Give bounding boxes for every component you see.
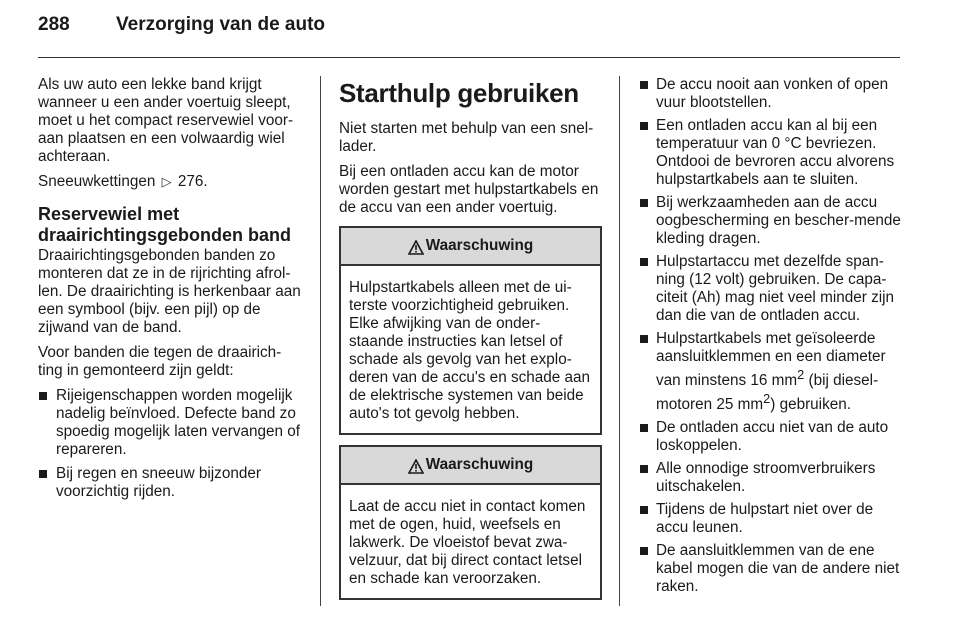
list-item-text: De aansluitklemmen van de ene kabel mogen die van de andere niet raken.	[656, 542, 900, 596]
snow-chains-text: Sneeuwkettingen	[38, 173, 156, 190]
list-item-text: Een ontladen accu kan al bij een temperatuur van 0 °C bevriezen. Ontdooi de bevroren accu alvorens hulpstartkabels aan te sluiten.	[656, 117, 895, 188]
square-bullet-icon	[640, 199, 648, 207]
column-1	[38, 76, 304, 507]
list-item	[639, 330, 902, 414]
column-divider-1	[320, 76, 321, 606]
warning-triangle-icon	[408, 459, 424, 474]
jump-start-heading: Starthulp gebruiken	[339, 78, 579, 108]
list-item-text: Rijeigenschappen worden mogelijk nadelig beïnvloed. Defecte band zo spoedig mogelijk laten vervangen of repareren.	[56, 387, 301, 458]
list-item	[639, 542, 902, 596]
list-item-text: Tijdens de hulpstart niet over de accu leunen.	[656, 501, 874, 537]
safety-bullet-list	[639, 76, 902, 596]
reverse-mounted-paragraph: Voor banden die tegen de draairich-ting in gemonteerd zijn geldt:	[38, 344, 282, 379]
intro-paragraph: Als uw auto een lekke band krijgt wanneer u een ander voertuig sleept, moet u het compact reservewiel voor-aan plaatsen en een volwaardig wiel achteraan.	[38, 76, 294, 165]
list-item	[639, 117, 902, 189]
square-bullet-icon	[640, 547, 648, 555]
list-item	[639, 501, 902, 537]
warning-body: Laat de accu niet in contact komen met de ogen, huid, weefsels en lakwerk. De vloeistof bevat zwa-velzuur, dat bij direct contact letsel en schade kan veroorzaken.	[349, 498, 586, 587]
square-bullet-icon	[640, 335, 648, 343]
warning-title: Waarschuwing	[425, 237, 534, 254]
warning-box-2	[339, 445, 602, 600]
square-bullet-icon	[640, 424, 648, 432]
direction-tyre-paragraph: Draairichtingsgebonden banden zo monteren dat ze in de rijrichting afrol-len. De draairichting is herkenbaar aan een symbool (bijv. een pijl) op de zijwand van de band.	[38, 247, 301, 336]
cable-spec-text-2: (bij diesel-motoren 25 mm	[656, 372, 879, 414]
square-bullet-icon	[640, 81, 648, 89]
list-item	[38, 465, 304, 501]
page-number: 288	[38, 14, 70, 35]
list-item-text: De accu nooit aan vonken of open vuur blootstellen.	[656, 76, 889, 111]
warning-box-1	[339, 226, 602, 435]
superscript: 2	[763, 391, 771, 407]
no-fast-charger-paragraph: Niet starten met behulp van een snel-lader.	[339, 120, 594, 155]
list-item-text: Alle onnodige stroomverbruikers uitschakelen.	[656, 460, 876, 496]
list-item-text: Bij regen en sneeuw bijzonder voorzichtig rijden.	[56, 465, 261, 500]
warning-body: Hulpstartkabels alleen met de ui-terste voorzichtigheid gebruiken. Elke afwijking van de onder-staande instructies kan letsel of schade als gevolg van het explo-deren van de accu's en schade aan de elektrische systemen van beide auto's tot gevolg hebben.	[349, 279, 591, 422]
jump-start-intro-paragraph: Bij een ontladen accu kan de motor worden gestart met hulpstartkabels en de accu van een ander voertuig.	[339, 163, 599, 216]
cable-spec-text-1: Hulpstartkabels met geïsoleerde aansluitklemmen en een diameter van minstens 16 mm	[656, 330, 886, 390]
list-item-text	[656, 330, 886, 413]
tyre-bullet-list	[38, 387, 304, 501]
column-3	[639, 76, 902, 601]
column-2	[339, 76, 602, 610]
square-bullet-icon	[640, 122, 648, 130]
warning-box-header	[341, 447, 600, 485]
square-bullet-icon	[39, 470, 47, 478]
square-bullet-icon	[640, 258, 648, 266]
cable-spec-text-3: ) gebruiken.	[770, 396, 851, 414]
list-item	[639, 194, 902, 248]
warning-triangle-icon	[408, 240, 424, 255]
square-bullet-icon	[39, 392, 47, 400]
snow-chains-page-ref: 276.	[177, 173, 208, 190]
reference-arrow-icon: ▷	[161, 174, 172, 189]
square-bullet-icon	[640, 465, 648, 473]
header-divider	[38, 57, 900, 58]
list-item	[639, 253, 902, 325]
list-item	[639, 419, 902, 455]
warning-box-header	[341, 228, 600, 266]
snow-chains-reference	[38, 173, 304, 191]
list-item	[639, 460, 902, 496]
spare-wheel-heading: Reservewiel met draairichtingsgebonden band	[38, 204, 292, 245]
list-item-text: De ontladen accu niet van de auto loskoppelen.	[656, 419, 889, 455]
page-header	[38, 14, 325, 54]
superscript: 2	[797, 367, 805, 382]
list-item-text: Bij werkzaamheden aan de accu oogbescherming en bescher-mende kleding dragen.	[656, 194, 901, 247]
warning-title: Waarschuwing	[425, 456, 534, 473]
list-item	[38, 387, 304, 459]
list-item	[639, 76, 902, 112]
square-bullet-icon	[640, 506, 648, 514]
section-title: Verzorging van de auto	[116, 14, 326, 35]
column-divider-2	[619, 76, 620, 606]
list-item-text: Hulpstartaccu met dezelfde span-ning (12 volt) gebruiken. De capa-citeit (Ah) mag niet veel minder zijn dan die van de ontladen accu.	[656, 253, 895, 324]
